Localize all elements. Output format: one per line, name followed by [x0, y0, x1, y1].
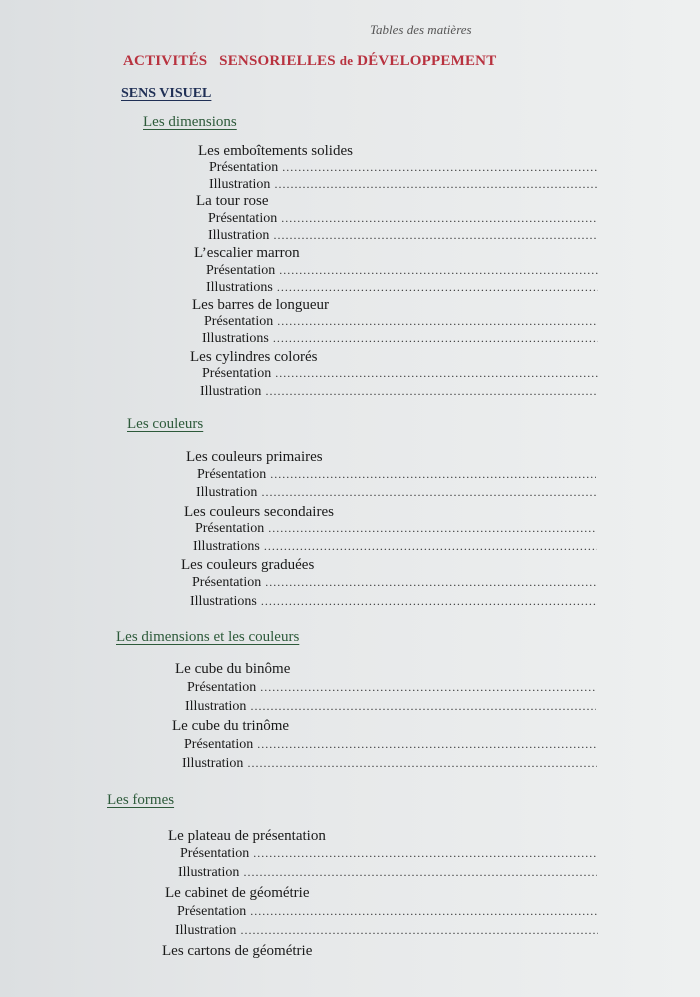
toc-entry-presentation [184, 737, 597, 753]
toc-item-les-couleurs-primaires: Les couleurs primaires [186, 449, 323, 465]
toc-entry-presentation [202, 366, 598, 382]
toc-entry-presentation [192, 575, 597, 591]
toc-entry-presentation [195, 521, 597, 537]
toc-entry-label: Illustration [209, 177, 271, 192]
toc-item-le-cube-du-binome: Le cube du binôme [175, 661, 291, 677]
title-part-2: de [339, 53, 354, 68]
title-part-1: ACTIVITÉS SENSORIELLES [123, 53, 340, 69]
dot-leader [273, 228, 598, 243]
toc-entry-illustrations [206, 280, 598, 296]
dot-leader [265, 575, 597, 590]
toc-entry-illustration [208, 228, 598, 244]
toc-entry-illustration [196, 485, 596, 501]
toc-item-le-plateau-de-presentation: Le plateau de présentation [168, 828, 326, 844]
dot-leader [270, 467, 596, 482]
toc-entry-illustration [178, 865, 597, 881]
dot-leader [282, 160, 598, 175]
toc-entry-label: Illustrations [202, 331, 269, 346]
dot-leader [247, 756, 597, 771]
toc-entry-label: Illustrations [206, 280, 273, 295]
toc-entry-label: Présentation [206, 263, 276, 278]
toc-entry-presentation [197, 467, 596, 483]
dot-leader [253, 846, 597, 861]
toc-item-les-cartons-de-geometrie: Les cartons de géométrie [162, 943, 313, 959]
group-title-les-couleurs: Les couleurs [127, 416, 204, 432]
document-title [123, 53, 496, 70]
dot-leader [257, 737, 597, 752]
title-part-3: DÉVELOPPEMENT [353, 53, 497, 69]
dot-leader [250, 904, 598, 919]
toc-entry-label: Illustration [182, 756, 244, 771]
dot-leader [243, 865, 597, 880]
toc-entry-label: Présentation [192, 575, 262, 590]
dot-leader [261, 485, 596, 500]
toc-item-les-emboitements-solides: Les emboîtements solides [198, 143, 353, 159]
page-header: Tables des matières [370, 22, 472, 37]
toc-entry-label: Présentation [195, 521, 265, 536]
toc-entry-label: Présentation [180, 846, 250, 861]
toc-entry-label: Illustrations [193, 539, 260, 554]
toc-entry-illustration [182, 756, 597, 772]
toc-entry-illustration [185, 699, 596, 715]
toc-entry-label: Illustration [196, 485, 258, 500]
toc-item-les-cylindres-colores: Les cylindres colorés [190, 349, 318, 365]
dot-leader [281, 211, 598, 226]
dot-leader [250, 699, 596, 714]
dot-leader [265, 384, 598, 399]
toc-entry-presentation [177, 904, 598, 920]
toc-entry-label: Illustration [208, 228, 270, 243]
dot-leader [277, 314, 598, 329]
toc-entry-label: Présentation [202, 366, 272, 381]
toc-entry-illustrations [202, 331, 598, 347]
toc-entry-illustration [175, 923, 598, 939]
toc-entry-label: Illustration [178, 865, 240, 880]
toc-entry-label: Présentation [177, 904, 247, 919]
toc-entry-presentation [208, 211, 598, 227]
group-title-les-dimensions-et-les-couleurs: Les dimensions et les couleurs [116, 629, 300, 645]
toc-entry-label: Présentation [208, 211, 278, 226]
toc-entry-illustrations [193, 539, 597, 555]
toc-entry-presentation [206, 263, 598, 279]
dot-leader [277, 280, 598, 295]
toc-entry-label: Présentation [209, 160, 279, 175]
dot-leader [273, 331, 598, 346]
group-title-les-formes: Les formes [107, 792, 175, 808]
dot-leader [260, 680, 596, 695]
toc-entry-label: Présentation [197, 467, 267, 482]
toc-entry-presentation [180, 846, 597, 862]
toc-entry-label: Illustration [175, 923, 237, 938]
toc-item-le-cabinet-de-geometrie: Le cabinet de géométrie [165, 885, 310, 901]
section-heading: SENS VISUEL [121, 86, 212, 101]
toc-entry-illustration [209, 177, 598, 193]
toc-item-les-barres-de-longueur: Les barres de longueur [192, 297, 330, 313]
dot-leader [240, 923, 598, 938]
toc-item-les-couleurs-graduees: Les couleurs graduées [181, 557, 315, 573]
group-title-les-dimensions: Les dimensions [143, 114, 237, 130]
toc-item-la-tour-rose: La tour rose [196, 193, 269, 209]
toc-entry-label: Illustration [185, 699, 247, 714]
dot-leader [274, 177, 598, 192]
toc-item-l-escalier-marron: L’escalier marron [194, 245, 300, 261]
toc-entry-label: Présentation [204, 314, 274, 329]
dot-leader [264, 539, 597, 554]
toc-entry-presentation [204, 314, 598, 330]
toc-entry-illustration [200, 384, 598, 400]
dot-leader [275, 366, 598, 381]
toc-entry-presentation [187, 680, 596, 696]
toc-item-le-cube-du-trinome: Le cube du trinôme [172, 718, 290, 734]
dot-leader [261, 594, 597, 609]
toc-item-les-couleurs-secondaires: Les couleurs secondaires [184, 504, 334, 520]
toc-entry-label: Présentation [187, 680, 257, 695]
toc-entry-label: Illustrations [190, 594, 257, 609]
toc-entry-illustrations [190, 594, 597, 610]
dot-leader [279, 263, 598, 278]
toc-entry-label: Illustration [200, 384, 262, 399]
toc-entry-presentation [209, 160, 598, 176]
dot-leader [268, 521, 597, 536]
toc-entry-label: Présentation [184, 737, 254, 752]
